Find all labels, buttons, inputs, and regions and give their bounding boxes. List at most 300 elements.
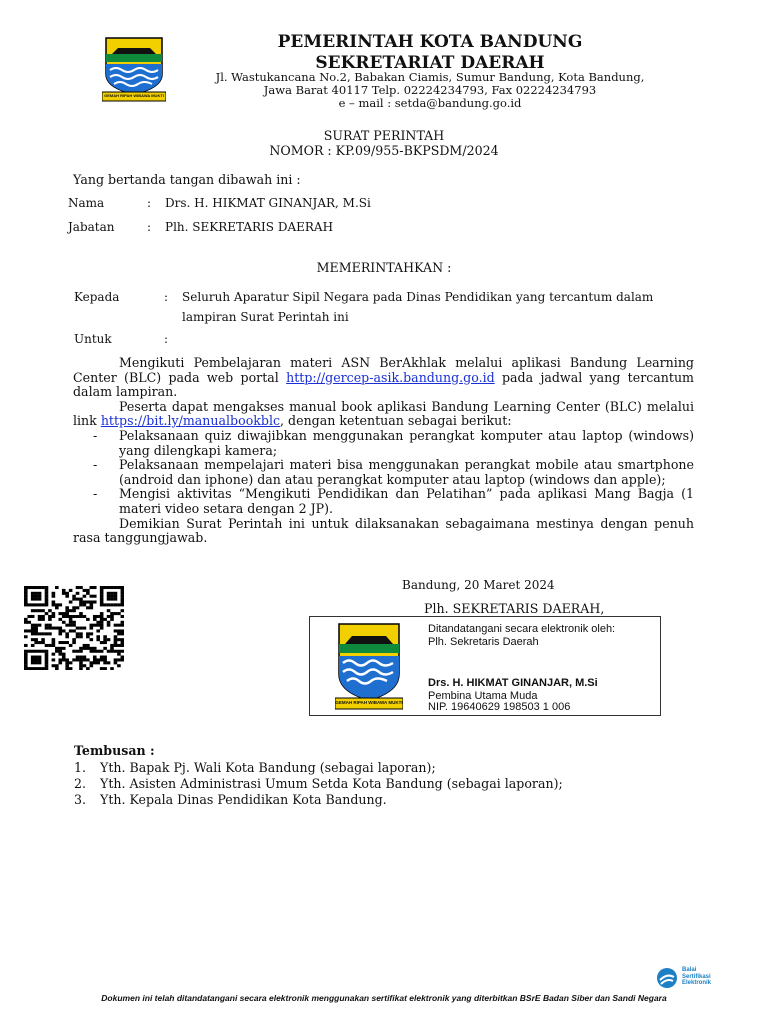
qr-module — [117, 603, 121, 606]
qr-module — [121, 598, 124, 601]
qr-module — [117, 632, 121, 635]
qr-module — [38, 609, 42, 612]
qr-module — [62, 647, 66, 650]
place-date: Bandung, 20 Maret 2024 — [402, 578, 555, 592]
qr-module — [24, 592, 28, 595]
qr-module — [107, 615, 111, 618]
qr-module — [34, 629, 38, 632]
qr-module — [65, 624, 69, 627]
qr-module — [45, 589, 49, 592]
qr-module — [117, 624, 121, 627]
qr-module — [45, 592, 49, 595]
signer-nip: NIP. 19640629 198503 1 006 — [428, 701, 571, 713]
qr-module — [110, 595, 114, 598]
qr-module — [24, 635, 28, 638]
qr-module — [114, 650, 118, 653]
qr-module — [103, 586, 107, 589]
paragraph-1 — [73, 356, 694, 400]
qr-module — [62, 592, 66, 595]
qr-module — [52, 638, 56, 641]
qr-module — [79, 615, 83, 618]
qr-module — [121, 609, 124, 612]
qr-module — [114, 644, 118, 647]
qr-module — [34, 632, 38, 635]
qr-module — [79, 612, 83, 615]
qr-module — [114, 641, 118, 644]
qr-module — [83, 644, 87, 647]
list-item — [73, 487, 694, 516]
qr-module — [41, 609, 45, 612]
qr-module — [34, 586, 38, 589]
qr-module — [55, 606, 59, 609]
paragraph-1-tail: pada jadwal yang tercantum dalam lampiran. — [73, 369, 694, 400]
qr-module — [96, 629, 100, 632]
qr-module — [31, 627, 35, 630]
qr-module — [38, 658, 42, 661]
qr-module — [41, 586, 45, 589]
qr-module — [100, 656, 104, 659]
bsre-emblem-icon — [656, 967, 678, 989]
qr-module — [107, 603, 111, 606]
qr-module — [72, 641, 76, 644]
qr-module — [41, 641, 45, 644]
qr-module — [27, 586, 31, 589]
qr-module — [58, 627, 62, 630]
qr-module — [72, 606, 76, 609]
qr-module — [41, 650, 45, 653]
qr-module — [110, 615, 114, 618]
qr-module — [31, 598, 35, 601]
qr-module — [79, 635, 83, 638]
qr-module — [27, 667, 31, 670]
qr-module — [24, 661, 28, 664]
paragraph-1-text: Mengikuti Pembelajaran materi ASN BerAkhlak melalui aplikasi Bandung Learning Center (BLC) pada web portal — [73, 355, 694, 385]
qr-module — [86, 592, 90, 595]
qr-module — [65, 635, 69, 638]
qr-module — [45, 650, 49, 653]
qr-module — [58, 603, 62, 606]
qr-module — [114, 598, 118, 601]
cc-item-number: 1. — [74, 760, 87, 775]
qr-module — [31, 638, 35, 641]
qr-module — [65, 664, 69, 667]
qr-module — [114, 595, 118, 598]
signature-title: Plh. SEKRETARIS DAERAH, — [424, 601, 605, 616]
qr-module — [62, 653, 66, 656]
qr-module — [86, 589, 90, 592]
qr-module — [76, 627, 80, 630]
qr-module — [45, 600, 49, 603]
qr-module — [38, 650, 42, 653]
qr-module — [121, 658, 124, 661]
qr-module — [55, 647, 59, 650]
qr-module — [38, 667, 42, 670]
qr-module — [76, 606, 80, 609]
qr-module — [52, 592, 56, 595]
qr-module — [79, 656, 83, 659]
qr-module — [31, 603, 35, 606]
qr-module — [38, 615, 42, 618]
qr-module — [72, 658, 76, 661]
qr-module — [58, 641, 62, 644]
city-crest-logo — [102, 36, 166, 102]
qr-module — [107, 592, 111, 595]
qr-module — [121, 650, 124, 653]
qr-module — [103, 641, 107, 644]
cc-item — [74, 760, 563, 776]
qr-module — [72, 609, 76, 612]
signature-crest-motto: GEMAH RIPAH WIBAWA MUKTI — [335, 700, 403, 705]
qr-module — [76, 615, 80, 618]
qr-module — [38, 603, 42, 606]
qr-module — [90, 600, 94, 603]
qr-module — [100, 598, 104, 601]
qr-module — [34, 638, 38, 641]
qr-module — [69, 661, 73, 664]
qr-module — [45, 667, 49, 670]
name-value: Drs. H. HIKMAT GINANJAR, M.Si — [165, 196, 371, 210]
qr-module — [24, 629, 28, 632]
address-line-1: Jl. Wastukancana No.2, Babakan Ciamis, Sumur Bandung, Kota Bandung, — [215, 70, 645, 84]
qr-module — [121, 586, 124, 589]
qr-module — [38, 656, 42, 659]
qr-module — [90, 586, 94, 589]
qr-module — [72, 650, 76, 653]
qr-module — [103, 656, 107, 659]
qr-module — [93, 624, 97, 627]
bsre-logo-text: Balai Sertifikasi Elektronik — [682, 967, 712, 986]
qr-module — [96, 661, 100, 664]
qr-module — [100, 615, 104, 618]
qr-module — [103, 638, 107, 641]
cc-item-text: Yth. Bapak Pj. Wali Kota Bandung (sebagai laporan); — [100, 760, 436, 775]
qr-module — [45, 612, 49, 615]
paragraph-2-tail: , dengan ketentuan sebagai berikut: — [280, 413, 512, 429]
closing-paragraph: Demikian Surat Perintah ini untuk dilaksanakan sebagaimana mestinya dengan penuh rasa tanggungjawab. — [73, 515, 694, 546]
qr-module — [100, 586, 104, 589]
qr-module — [79, 627, 83, 630]
qr-module — [62, 641, 66, 644]
qr-module — [72, 624, 76, 627]
qr-module — [41, 618, 45, 621]
qr-module — [24, 586, 28, 589]
qr-module — [45, 656, 49, 659]
qr-module — [55, 667, 59, 670]
qr-module — [93, 661, 97, 664]
qr-module — [96, 621, 100, 624]
qr-module — [45, 653, 49, 656]
qr-module — [52, 595, 56, 598]
qr-module — [110, 592, 114, 595]
qr-module — [58, 618, 62, 621]
qr-module — [65, 661, 69, 664]
cc-item — [74, 792, 563, 808]
qr-module — [83, 647, 87, 650]
cc-item-number: 3. — [74, 792, 87, 807]
qr-module — [48, 627, 52, 630]
qr-module — [24, 656, 28, 659]
qr-module — [100, 595, 104, 598]
qr-module — [69, 600, 73, 603]
qr-module — [48, 644, 52, 647]
qr-module — [52, 600, 56, 603]
qr-module — [69, 609, 73, 612]
qr-module — [100, 658, 104, 661]
qr-module — [62, 612, 66, 615]
qr-module — [31, 624, 35, 627]
qr-module — [103, 667, 107, 670]
qr-module — [100, 600, 104, 603]
qr-module — [90, 606, 94, 609]
qr-module — [45, 644, 49, 647]
qr-module — [52, 641, 56, 644]
qr-module — [107, 621, 111, 624]
qr-module — [79, 586, 83, 589]
for-colon: : — [164, 332, 169, 346]
qr-module — [55, 650, 59, 653]
qr-module — [48, 618, 52, 621]
qr-module — [110, 650, 114, 653]
signer-name: Drs. H. HIKMAT GINANJAR, M.Si — [428, 677, 598, 689]
qr-module — [90, 595, 94, 598]
qr-module — [121, 589, 124, 592]
qr-module — [93, 618, 97, 621]
for-label: Untuk — [74, 332, 112, 346]
qr-module — [69, 615, 73, 618]
qr-module — [83, 603, 87, 606]
portal-link[interactable]: http://gercep-asik.bandung.go.id — [286, 369, 495, 385]
qr-module — [121, 600, 124, 603]
qr-module — [38, 618, 42, 621]
qr-module — [96, 638, 100, 641]
letter-type: SURAT PERINTAH — [323, 128, 445, 143]
qr-module — [55, 586, 59, 589]
qr-module — [34, 658, 38, 661]
qr-module — [83, 664, 87, 667]
qr-module — [52, 603, 56, 606]
qr-module — [65, 667, 69, 670]
qr-module — [100, 667, 104, 670]
qr-module — [52, 653, 56, 656]
qr-module — [86, 667, 90, 670]
qr-module — [58, 661, 62, 664]
qr-module — [107, 624, 111, 627]
qr-module — [114, 592, 118, 595]
qr-module — [96, 615, 100, 618]
qr-module — [41, 615, 45, 618]
qr-module — [110, 647, 114, 650]
qr-module — [79, 664, 83, 667]
qr-module — [24, 598, 28, 601]
qr-module — [69, 621, 73, 624]
qr-module — [121, 644, 124, 647]
bsre-logo — [656, 966, 726, 990]
qr-module — [27, 650, 31, 653]
qr-module — [90, 624, 94, 627]
qr-module — [24, 600, 28, 603]
paragraph-2-text: Peserta dapat mengakses manual book aplikasi Bandung Learning Center (BLC) melalui link — [73, 398, 694, 429]
qr-module — [114, 586, 118, 589]
address-line-3: e – mail : setda@bandung.go.id — [338, 96, 522, 110]
qr-module — [76, 635, 80, 638]
qr-module — [58, 629, 62, 632]
signature-crest-logo — [335, 622, 403, 710]
cc-item-number: 2. — [74, 776, 87, 791]
qr-module — [114, 624, 118, 627]
qr-module — [100, 603, 104, 606]
qr-module — [58, 632, 62, 635]
qr-module — [79, 598, 83, 601]
qr-module — [69, 624, 73, 627]
qr-module — [110, 586, 114, 589]
name-label: Nama — [68, 196, 105, 210]
qr-module — [90, 627, 94, 630]
qr-module — [114, 638, 118, 641]
qr-module — [45, 598, 49, 601]
qr-module — [34, 667, 38, 670]
qr-module — [34, 624, 38, 627]
cc-list — [74, 760, 563, 808]
qr-module — [27, 603, 31, 606]
qr-module — [79, 647, 83, 650]
qr-module — [121, 595, 124, 598]
qr-module — [41, 667, 45, 670]
qr-module — [24, 664, 28, 667]
qr-module — [83, 589, 87, 592]
qr-module — [24, 644, 28, 647]
qr-module — [69, 629, 73, 632]
qr-module — [103, 618, 107, 621]
qr-module — [48, 632, 52, 635]
intro-text: Yang bertanda tangan dibawah ini : — [73, 172, 301, 187]
qr-module — [86, 647, 90, 650]
qr-module — [31, 595, 35, 598]
qr-module — [114, 603, 118, 606]
qr-module — [62, 589, 66, 592]
qr-module — [24, 603, 28, 606]
list-item — [73, 458, 694, 487]
qr-module — [24, 621, 28, 624]
qr-module — [34, 592, 38, 595]
qr-module — [34, 650, 38, 653]
qr-module — [38, 595, 42, 598]
qr-module — [107, 595, 111, 598]
qr-module — [107, 598, 111, 601]
qr-module — [79, 632, 83, 635]
qr-module — [93, 647, 97, 650]
qr-module — [86, 658, 90, 661]
to-label: Kepada — [74, 290, 120, 304]
crest-motto: GEMAH RIPAH WIBAWA MUKTI — [104, 93, 164, 98]
qr-module — [45, 627, 49, 630]
qr-module — [121, 638, 124, 641]
qr-module — [117, 658, 121, 661]
signed-note: Ditandatangani secara elektronik oleh: — [428, 623, 616, 635]
qr-module — [69, 618, 73, 621]
qr-module — [90, 638, 94, 641]
qr-module — [58, 650, 62, 653]
qr-module — [65, 592, 69, 595]
qr-module — [117, 612, 121, 615]
qr-module — [114, 658, 118, 661]
qr-module — [45, 661, 49, 664]
qr-module — [86, 600, 90, 603]
qr-module — [48, 615, 52, 618]
qr-module — [31, 586, 35, 589]
list-item-text: Pelaksanaan mempelajari materi bisa menggunakan perangkat mobile atau smartphone (android dan iphone) dan atau perangkat komputer atau laptop (windows dan apple); — [119, 457, 694, 487]
qr-module — [58, 653, 62, 656]
qr-module — [117, 586, 121, 589]
qr-module — [79, 667, 83, 670]
qr-module — [72, 595, 76, 598]
qr-module — [31, 629, 35, 632]
qr-module — [83, 658, 87, 661]
qr-module — [117, 644, 121, 647]
qr-module — [52, 615, 56, 618]
qr-module — [55, 627, 59, 630]
qr-module — [79, 600, 83, 603]
qr-module — [76, 658, 80, 661]
qr-module — [31, 658, 35, 661]
qr-module — [93, 586, 97, 589]
qr-module — [110, 603, 114, 606]
qr-module — [79, 603, 83, 606]
qr-module — [34, 603, 38, 606]
qr-module — [76, 632, 80, 635]
qr-module — [62, 658, 66, 661]
qr-module — [103, 661, 107, 664]
qr-module — [121, 641, 124, 644]
qr-module — [96, 650, 100, 653]
qr-module — [45, 632, 49, 635]
position-value: Plh. SEKRETARIS DAERAH — [165, 220, 334, 234]
name-colon: : — [147, 196, 152, 210]
qr-module — [41, 632, 45, 635]
to-value-line-1: Seluruh Aparatur Sipil Negara pada Dinas Pendidikan yang tercantum dalam — [182, 290, 654, 304]
qr-module — [24, 618, 28, 621]
qr-module — [65, 612, 69, 615]
qr-module — [31, 592, 35, 595]
body-text — [73, 356, 694, 546]
qr-module — [107, 661, 111, 664]
qr-module — [110, 598, 114, 601]
qr-module — [114, 635, 118, 638]
qr-module — [100, 641, 104, 644]
manual-link[interactable]: https://bit.ly/manualbookblc — [100, 413, 281, 429]
qr-module — [93, 615, 97, 618]
qr-module — [121, 624, 124, 627]
qr-module — [24, 658, 28, 661]
qr-module — [58, 658, 62, 661]
paragraph-2 — [73, 400, 694, 429]
qr-module — [100, 589, 104, 592]
qr-module — [121, 621, 124, 624]
qr-module — [52, 612, 56, 615]
qr-module — [117, 664, 121, 667]
position-colon: : — [147, 220, 152, 234]
qr-module — [24, 589, 28, 592]
qr-module — [86, 644, 90, 647]
qr-module — [76, 592, 80, 595]
qr-module — [24, 650, 28, 653]
qr-module — [38, 661, 42, 664]
qr-module — [117, 638, 121, 641]
qr-module — [86, 635, 90, 638]
qr-module — [65, 609, 69, 612]
qr-module — [83, 595, 87, 598]
signer-rank: Pembina Utama Muda — [428, 690, 538, 702]
qr-module — [100, 627, 104, 630]
